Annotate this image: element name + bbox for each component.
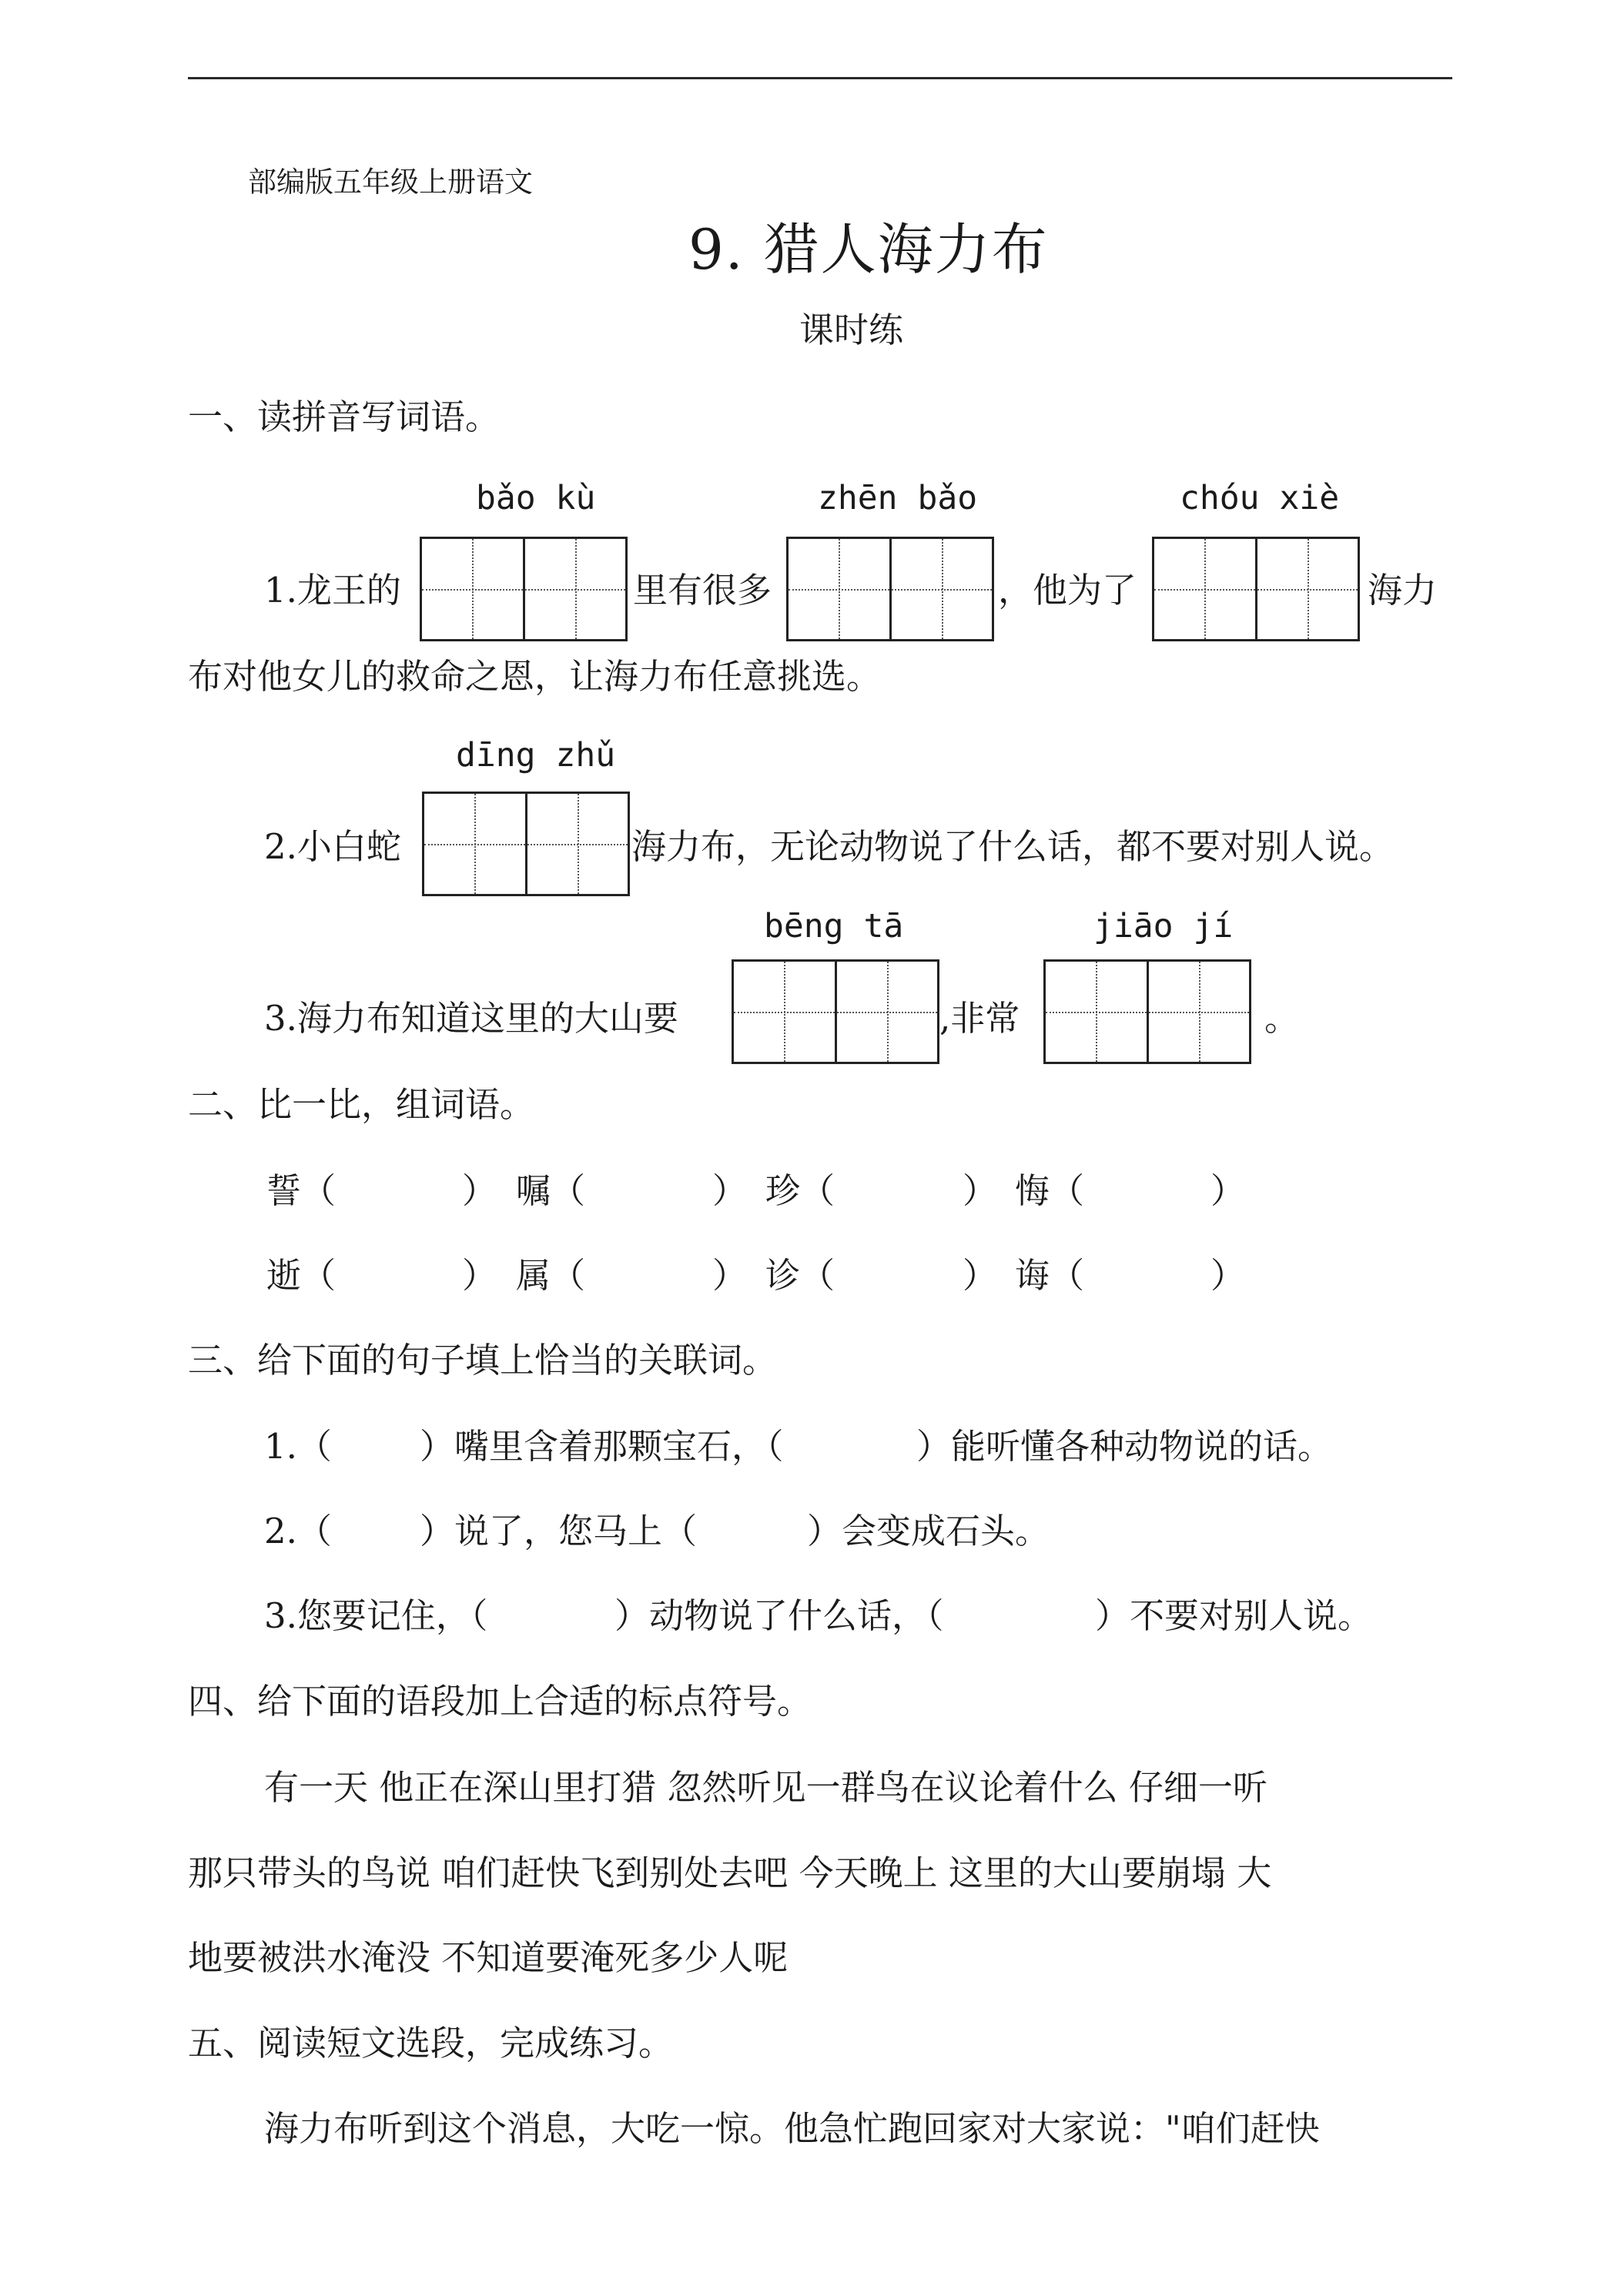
compare-word-1a: 誓（ [266,1170,337,1211]
section-5-heading: 五、阅读短文选段，完成练习。 [188,2023,674,2063]
q1-text-d: 海力 [1368,570,1438,611]
compare-close-1d: ） [1210,1170,1246,1211]
compare-close-2b: ） [712,1255,748,1296]
passage-line-1: 有一天 他正在深山里打猎 忽然听见一群鸟在议论着什么 仔细一听 [264,1767,1267,1808]
write-box-bengta[interactable] [732,959,939,1064]
compare-word-2c: 诊（ [765,1255,835,1296]
pinyin-jiaoji: jiāo jí [1093,907,1234,946]
q1-text-cont: 布对他女儿的救命之恩，让海力布任意挑选。 [188,656,882,697]
pinyin-zhenbao: zhēn bǎo [818,479,978,517]
pinyin-chouxie: chóu xiè [1180,479,1340,517]
section-3-heading: 三、给下面的句子填上恰当的关联词。 [188,1340,778,1381]
s1-part-b: ）嘴里含着那颗宝石，（ [420,1426,784,1467]
s2-part-c: ）会变成石头。 [807,1511,1050,1551]
q1-text-b: 里有很多 [633,570,772,611]
compare-close-2a: ） [462,1255,497,1296]
q1-text-a: 1.龙王的 [264,570,401,611]
q1-text-c: ，他为了 [998,570,1137,611]
write-box-zhenbao[interactable] [786,537,994,641]
q3-text-a: 3.海力布知道这里的大山要 [264,998,678,1039]
s3-part-b: ）动物说了什么话，（ [614,1595,944,1636]
compare-word-1d: 悔（ [1015,1170,1085,1211]
compare-word-2d: 诲（ [1015,1255,1085,1296]
top-rule [188,77,1452,79]
q2-text-a: 2.小白蛇 [264,826,401,867]
page-title: 9. 猎人海力布 [688,217,1049,282]
s3-part-c: ）不要对别人说。 [1095,1595,1373,1636]
compare-close-2d: ） [1210,1255,1246,1296]
pinyin-dingzhu: dīng zhǔ [456,736,616,775]
compare-word-1b: 嘱（ [516,1170,586,1211]
subject-label: 部编版五年级上册语文 [248,166,533,199]
pinyin-baoku: bǎo kù [476,479,596,517]
page-subtitle: 课时练 [799,310,904,350]
section-2-heading: 二、比一比，组词语。 [188,1084,535,1125]
write-box-dingzhu[interactable] [422,792,630,896]
passage-line-2: 那只带头的鸟说 咱们赶快飞到别处去吧 今天晚上 这里的大山要崩塌 大 [188,1853,1272,1893]
write-box-chouxie[interactable] [1152,537,1360,641]
pinyin-bengta: bēng tā [764,907,904,946]
s1-part-c: ）能听懂各种动物说的话。 [916,1426,1333,1467]
s1-part-a: 1.（ [264,1426,332,1467]
s3-part-a: 3.您要记住，（ [264,1595,488,1636]
section-1-heading: 一、读拼音写词语。 [188,397,501,437]
write-box-baoku[interactable] [420,537,628,641]
s2-part-b: ）说了，您马上（ [420,1511,698,1551]
q3-text-b: ,非常 [939,998,1020,1039]
write-box-jiaoji[interactable] [1043,959,1251,1064]
q3-text-c: 。 [1264,998,1300,1039]
compare-close-1c: ） [963,1170,998,1211]
passage-line-3: 地要被洪水淹没 不知道要淹死多少人呢 [188,1937,789,1978]
compare-close-2c: ） [963,1255,998,1296]
compare-close-1b: ） [712,1170,748,1211]
q2-text-b: 海力布，无论动物说了什么话，都不要对别人说。 [631,826,1395,867]
compare-close-1a: ） [462,1170,497,1211]
compare-word-1c: 珍（ [765,1170,835,1211]
reading-line-1: 海力布听到这个消息，大吃一惊。他急忙跑回家对大家说："咱们赶快 [264,2108,1320,2149]
compare-word-2b: 属（ [516,1255,586,1296]
section-4-heading: 四、给下面的语段加上合适的标点符号。 [188,1681,812,1722]
compare-word-2a: 逝（ [266,1255,337,1296]
s2-part-a: 2.（ [264,1511,332,1551]
